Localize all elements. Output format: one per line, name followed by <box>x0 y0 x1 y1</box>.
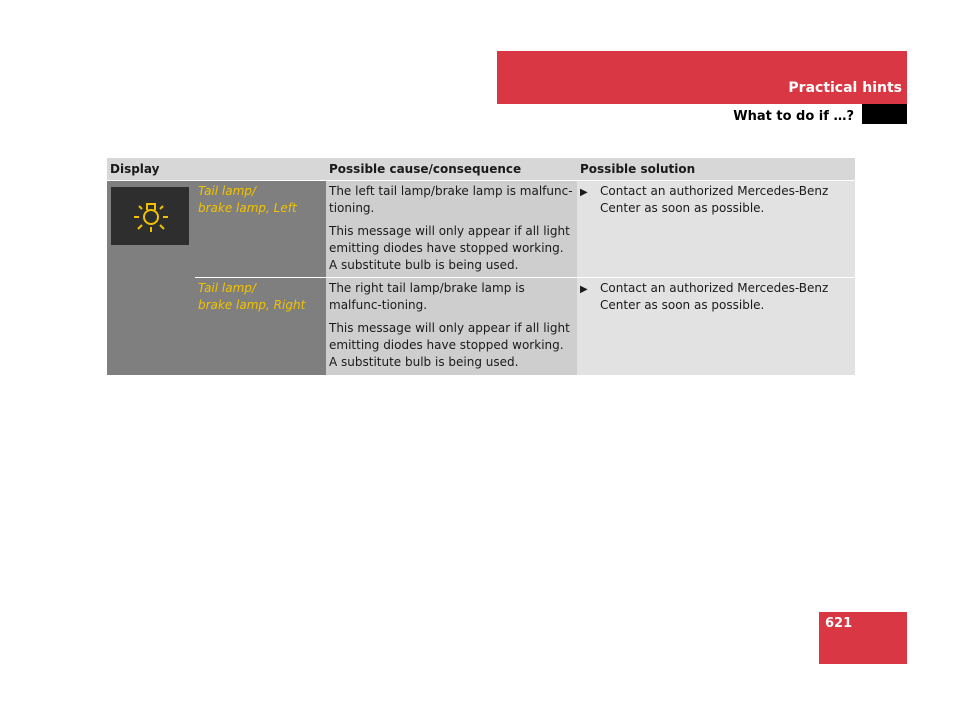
subsection-title: What to do if …? <box>733 109 854 124</box>
tail-lamp-bulb-icon <box>111 187 189 245</box>
table-row-2-display <box>195 278 326 375</box>
header-display: Display <box>107 158 326 180</box>
solution-text: Contact an authorized Mercedes-Benz Center as soon as possible. <box>600 184 829 215</box>
cause-note: This message will only appear if all light emitting diodes have stopped working. A substitute bulb is being used. <box>329 224 570 272</box>
table-row-2-solution <box>577 278 855 375</box>
cause-text: The left tail lamp/brake lamp is malfunc-tioning. <box>329 184 573 215</box>
cause-text: The right tail lamp/brake lamp is malfunc-tioning. <box>329 281 525 312</box>
table-row-1-cause <box>326 181 577 277</box>
display-text-line2: brake lamp, Right <box>198 298 306 312</box>
display-text-line2: brake lamp, Left <box>198 201 297 215</box>
display-icon-box <box>111 187 189 245</box>
info-table <box>107 158 855 375</box>
table-row-1-solution <box>577 181 855 277</box>
header-red-bar <box>497 51 907 104</box>
header-solution: Possible solution <box>577 158 855 180</box>
table-row-1-display <box>195 181 326 277</box>
display-text-line1: Tail lamp/ <box>198 281 256 295</box>
solution-text: Contact an authorized Mercedes-Benz Center as soon as possible. <box>600 281 829 312</box>
display-text-line1: Tail lamp/ <box>198 184 256 198</box>
header-black-tab <box>862 104 907 124</box>
header-cause: Possible cause/consequence <box>326 158 577 180</box>
section-title: Practical hints <box>788 80 902 96</box>
cause-note: This message will only appear if all light emitting diodes have stopped working. A substitute bulb is being used. <box>329 321 570 369</box>
table-row-2-cause <box>326 278 577 375</box>
page-number: 621 <box>825 616 853 631</box>
bullet-arrow-icon: ▶ <box>580 284 588 295</box>
bullet-arrow-icon: ▶ <box>580 187 588 198</box>
